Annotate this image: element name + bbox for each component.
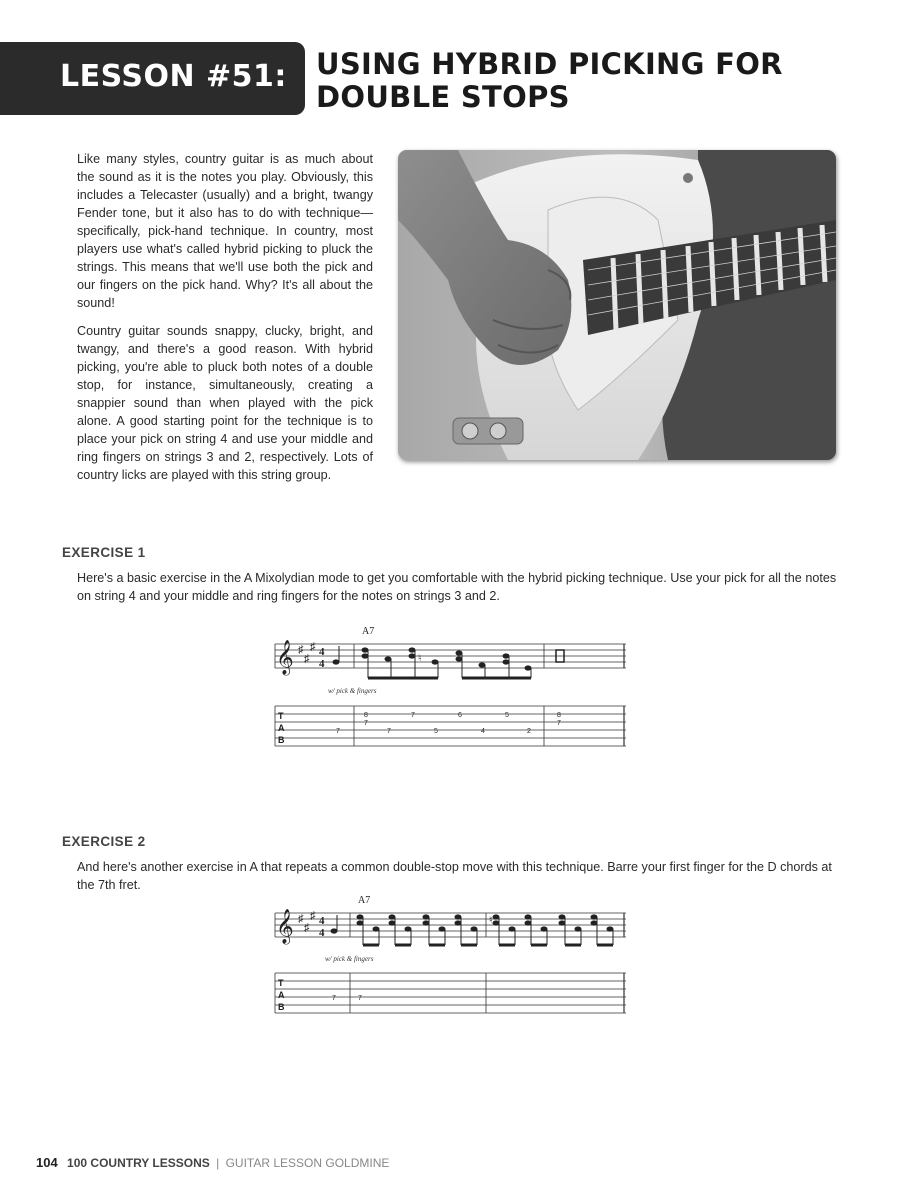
book-title: 100 COUNTRY LESSONS xyxy=(67,1156,210,1170)
tab-letter-b: B xyxy=(278,1002,285,1012)
tab-number: 7 xyxy=(411,712,415,719)
lesson-title-line-2: DOUBLE STOPS xyxy=(316,80,570,114)
treble-clef-icon: 𝄞 xyxy=(276,641,294,674)
lesson-title xyxy=(316,48,876,114)
treble-clef-icon: 𝄞 xyxy=(276,910,294,943)
tab-letter-a: A xyxy=(278,990,285,1000)
footer-separator: | xyxy=(216,1156,220,1170)
guitar-photo xyxy=(398,150,836,460)
key-signature-sharp-1: ♯ xyxy=(298,644,304,656)
exercise-1-chord-symbol: A7 xyxy=(362,626,375,637)
exercise-2-text: And here's another exercise in A that repeats a common double-stop move with this technique. Barre your first finger for the D chords at the 7th fret. xyxy=(77,860,832,892)
exercise-2-staff xyxy=(275,913,626,937)
tab-letter-t: T xyxy=(278,978,284,988)
tab-number: 2 xyxy=(527,728,531,735)
time-signature-top: 4 xyxy=(319,646,325,658)
tab-number: 7 xyxy=(332,995,336,1002)
time-signature-top: 4 xyxy=(319,915,325,927)
tab-number: 7 xyxy=(557,720,561,727)
time-signature-bottom: 4 xyxy=(319,658,325,670)
exercise-1-staff xyxy=(275,644,626,668)
tab-letter-a: A xyxy=(278,723,285,733)
natural-sign: ♮ xyxy=(418,653,422,664)
intro-paragraph-2: Country guitar sounds snappy, clucky, bright, and twangy, and there's a good reason. With hybrid picking, you're able to pluck both notes of a double stop, for instance, simultaneously, creating a snappier sound than when played with the pick alone. A good starting point for the technique is to place your pick on string 4 and use your middle and ring fingers on strings 3 and 2, respectively. Lots of country licks are played with this string group. xyxy=(77,324,373,482)
tab-number: 5 xyxy=(505,712,509,719)
tab-letter-t: T xyxy=(278,711,284,721)
exercise-1-notation xyxy=(270,620,630,750)
exercise-2-technique-label: w/ pick & fingers xyxy=(325,955,374,963)
key-signature-sharp-3: ♯ xyxy=(310,641,316,653)
intro-text xyxy=(77,150,373,494)
exercise-1-technique-label: w/ pick & fingers xyxy=(328,687,377,695)
tab-number: 8 xyxy=(557,712,561,719)
natural-sign: ♮ xyxy=(489,915,493,926)
tab-number: 7 xyxy=(358,995,362,1002)
tab-letter-b: B xyxy=(278,735,285,745)
tab-number: 7 xyxy=(336,728,340,735)
exercise-2-notation xyxy=(270,893,630,1018)
page-footer xyxy=(36,1155,389,1170)
key-signature-sharp-3: ♯ xyxy=(310,910,316,922)
page-number: 104 xyxy=(36,1155,58,1170)
tab-number: 5 xyxy=(434,728,438,735)
exercise-2-heading: EXERCISE 2 xyxy=(62,834,146,849)
lesson-title-line-1: USING HYBRID PICKING FOR xyxy=(316,47,783,81)
exercise-1-text: Here's a basic exercise in the A Mixolydian mode to get you comfortable with the hybrid picking technique. Use your pick for all the notes on string 4 and your middle and ring fingers for the notes on strings 3 and 2. xyxy=(77,571,837,603)
tab-number: 7 xyxy=(387,728,391,735)
tab-number: 8 xyxy=(364,712,368,719)
exercise-1-heading: EXERCISE 1 xyxy=(62,545,146,560)
exercise-2-tab-staff xyxy=(275,973,626,1013)
lesson-number-tab xyxy=(0,42,305,115)
tab-number: 7 xyxy=(364,720,368,727)
key-signature-sharp-2: ♯ xyxy=(304,653,310,665)
key-signature-sharp-2: ♯ xyxy=(304,922,310,934)
intro-paragraph-1: Like many styles, country guitar is as much about the sound as it is the notes you play. Obviously, this includes a Telecaster (usually) and a bright, twangy Fender tone, but it also has to do with technique—specifically, pick-hand technique. In country, most players use what's called hybrid picking to pluck the strings. This means that we'll use both the pick and our fingers on the pick hand. Why? It's all about the sound! xyxy=(77,152,373,310)
guitar-hand-illustration xyxy=(398,150,836,460)
tab-number: 6 xyxy=(458,712,462,719)
exercise-1-tab-staff xyxy=(275,706,626,746)
exercise-2-tab-numbers xyxy=(332,995,362,1002)
tab-number: 4 xyxy=(481,728,485,735)
lesson-number: LESSON #51: xyxy=(60,59,287,94)
exercise-2-chord-symbol: A7 xyxy=(358,895,371,906)
exercise-1-tab-numbers xyxy=(336,712,561,735)
key-signature-sharp-1: ♯ xyxy=(298,913,304,925)
publisher-name: GUITAR LESSON GOLDMINE xyxy=(225,1156,390,1170)
time-signature-bottom: 4 xyxy=(319,927,325,939)
